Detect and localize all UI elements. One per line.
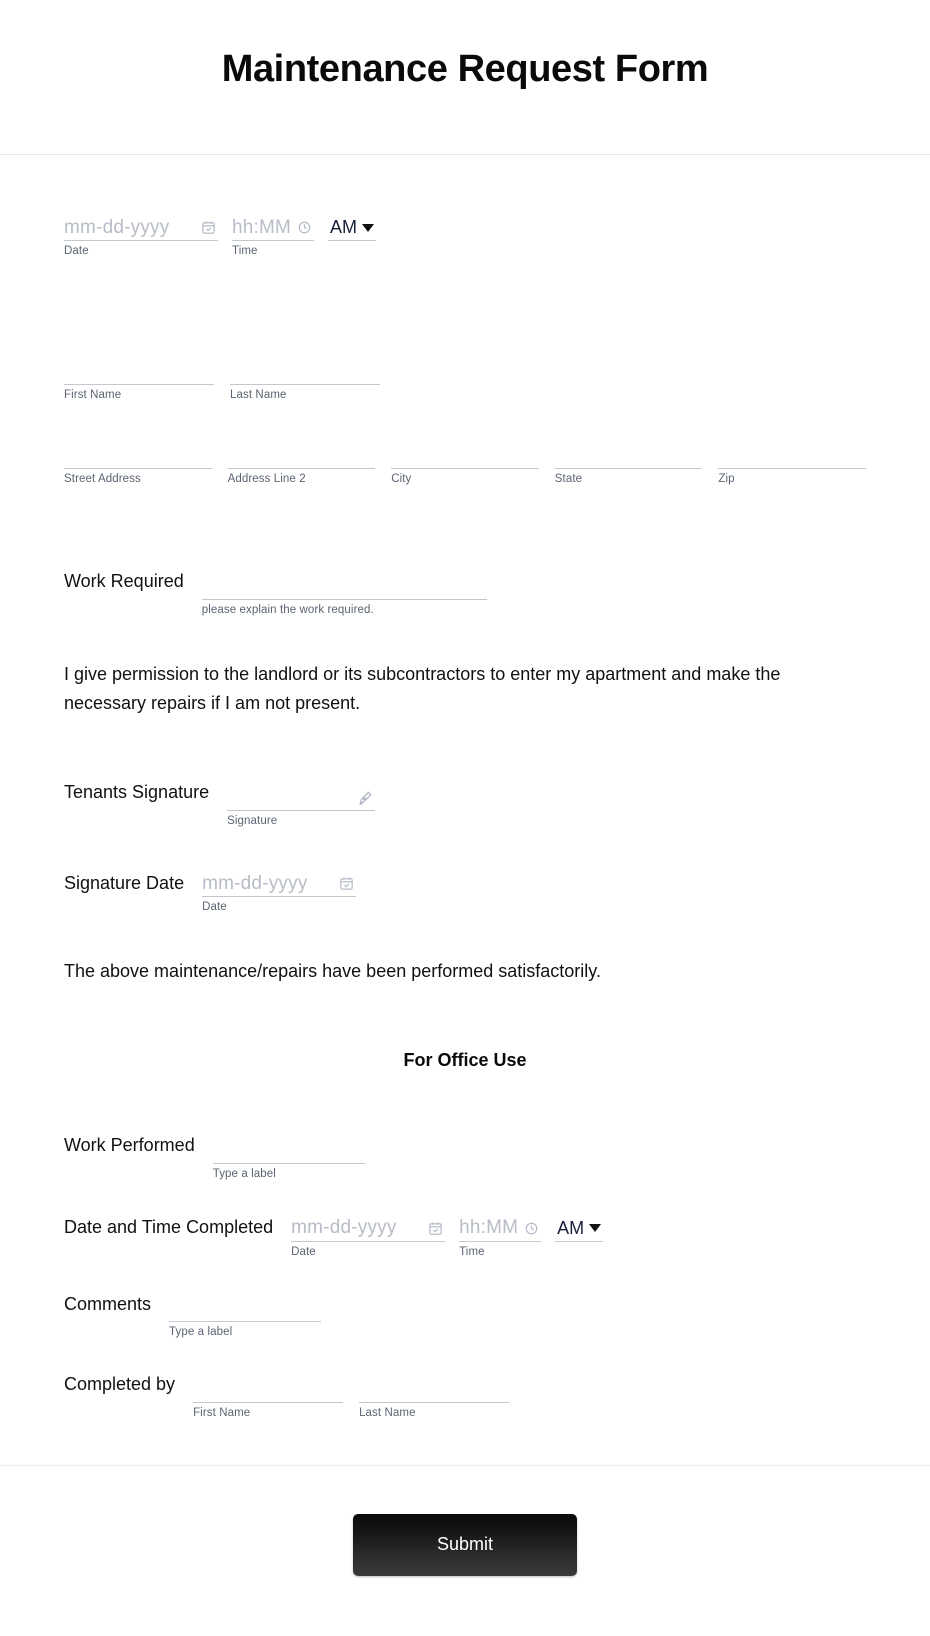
chevron-down-icon[interactable] [589,1224,601,1232]
signature-date-field[interactable] [202,871,356,913]
request-time-sublabel: Time [232,245,258,257]
comments-group [64,1294,866,1339]
spacer [64,257,866,317]
calendar-icon[interactable] [339,876,354,891]
comments-sublabel: Type a label [169,1326,233,1339]
street-address-field[interactable] [64,445,212,485]
tenants-signature-field[interactable] [227,785,375,827]
calendar-icon[interactable] [428,1221,443,1236]
request-date-field[interactable] [64,215,218,257]
spacer [64,986,866,1030]
completed-by-group [64,1374,866,1419]
request-ampm-value: AM [330,217,357,237]
spacer [64,401,866,445]
spacer [64,718,866,762]
request-datetime-group [64,215,866,257]
request-date-placeholder: mm-dd-yyyy [64,216,170,238]
completed-by-last-name-field[interactable] [359,1379,509,1419]
page-title: Maintenance Request Form [221,48,709,90]
spacer [64,1115,866,1135]
first-name-field[interactable] [64,361,214,401]
signature-date-sublabel: Date [202,901,227,914]
request-time-field[interactable] [232,215,314,257]
date-time-completed-group [64,1216,866,1258]
address-group [64,445,866,485]
tenants-signature-sublabel: Signature [227,815,278,828]
spacer [64,1030,866,1050]
form-body [0,155,930,1419]
completed-time-placeholder: hh:MM [459,1217,519,1239]
street-address-sublabel: Street Address [64,473,141,485]
satisfaction-statement: The above maintenance/repairs have been performed satisfactorily. [64,961,601,982]
address-line-2-field[interactable] [228,445,376,485]
signature-pen-icon[interactable] [357,790,373,806]
work-performed-label: Work Performed [64,1135,195,1156]
work-required-field[interactable] [202,576,487,616]
tenants-signature-label: Tenants Signature [64,781,210,802]
comments-field[interactable] [169,1298,321,1338]
permission-statement: I give permission to the landlord or its subcontractors to enter my apartment and make the necessary repairs if I am not present. [64,663,781,713]
completed-date-field[interactable] [291,1216,445,1258]
calendar-icon[interactable] [201,220,216,235]
clock-icon[interactable] [297,220,312,235]
completed-time-sublabel: Time [459,1245,485,1258]
chevron-down-icon[interactable] [362,224,374,232]
spacer [64,317,866,361]
completed-time-field[interactable] [459,1216,541,1258]
spacer [64,762,866,782]
zip-sublabel: Zip [718,473,735,485]
state-sublabel: State [554,473,583,485]
spacer [64,485,866,545]
request-time-placeholder: hh:MM [232,216,292,238]
first-name-sublabel: First Name [64,389,122,401]
completed-date-sublabel: Date [291,1245,316,1258]
form-header [0,0,930,155]
last-name-field[interactable] [230,361,380,401]
completed-ampm-select[interactable] [555,1216,603,1242]
office-use-heading: For Office Use [403,1050,527,1071]
signature-date-label: Signature Date [64,872,185,893]
last-name-sublabel: Last Name [230,389,287,401]
completed-by-last-name-sublabel: Last Name [359,1406,416,1419]
state-field[interactable] [555,445,703,485]
work-required-label: Work Required [64,571,184,591]
clock-icon[interactable] [524,1221,539,1236]
city-sublabel: City [391,473,412,485]
spacer [64,545,866,571]
city-field[interactable] [391,445,539,485]
spacer [64,827,866,871]
address-line-2-sublabel: Address Line 2 [227,473,306,485]
completed-by-first-name-field[interactable] [193,1379,343,1419]
work-required-sublabel: please explain the work required. [201,603,374,616]
request-ampm-select[interactable] [328,215,376,241]
submit-button[interactable]: Submit [353,1514,577,1576]
form-footer [0,1465,930,1636]
spacer [64,616,866,660]
date-time-completed-label: Date and Time Completed [64,1217,274,1238]
completed-by-first-name-sublabel: First Name [193,1406,251,1419]
spacer [64,1338,866,1374]
tenant-name-group [64,361,866,401]
signature-date-group [64,871,866,913]
signature-date-placeholder: mm-dd-yyyy [202,872,308,894]
work-performed-group [64,1135,866,1180]
zip-field[interactable] [718,445,866,485]
spacer [64,1258,866,1294]
completed-by-label: Completed by [64,1374,176,1395]
completed-ampm-value: AM [557,1217,585,1238]
completed-date-placeholder: mm-dd-yyyy [291,1217,397,1239]
work-required-group [64,571,866,616]
comments-label: Comments [64,1293,152,1314]
tenants-signature-group [64,782,866,828]
request-date-sublabel: Date [64,245,89,257]
spacer [64,1180,866,1216]
spacer [64,913,866,957]
work-performed-field[interactable] [213,1140,365,1180]
work-performed-sublabel: Type a label [212,1167,276,1180]
spacer [64,1071,866,1115]
